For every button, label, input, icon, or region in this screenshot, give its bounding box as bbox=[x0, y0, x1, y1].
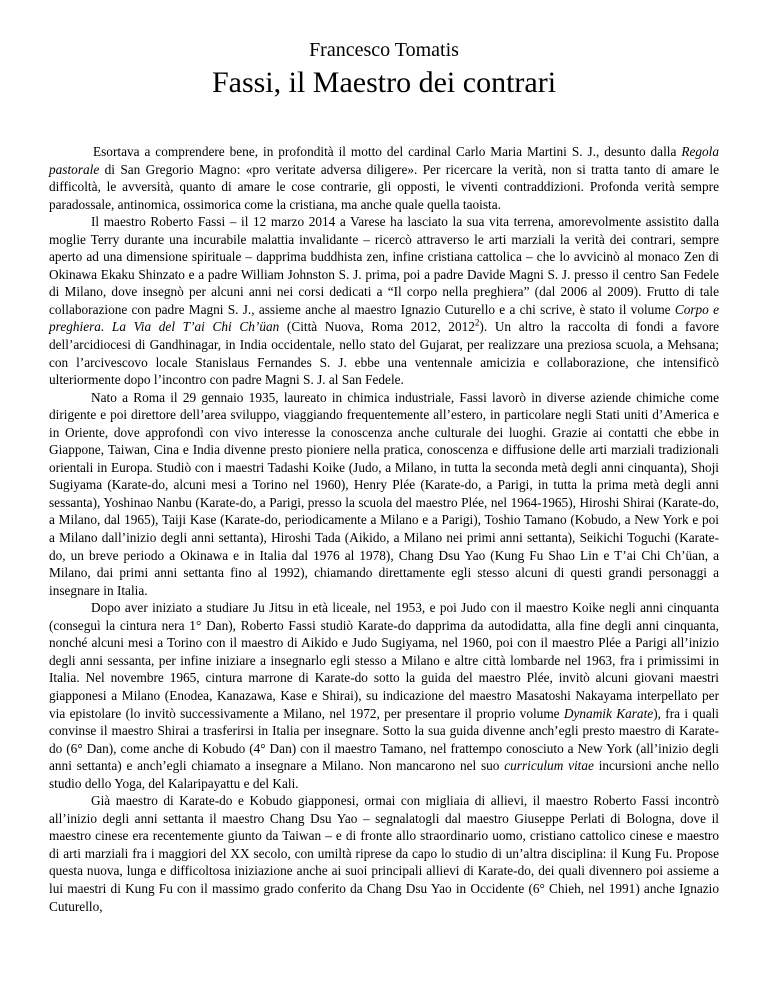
paragraph-4-text-a: Dopo aver iniziato a studiare Ju Jitsu in età liceale, nel 1953, e poi Judo con il maestro Koike negli anni cinquanta (conseguì la cintura nera 1° Dan), Roberto Fassi studiò Karate-do dapprima da autodidatta, alla fine degli anni cinquanta, nonché alcuni mesi a Torino con il maestro di Aikido e Judo Sugiyama, nel 1960, poi con il maestro Plée a Parigi all’inizio degli anni sessanta, per infine iniziare a insegnarlo egli stesso a Milano e altre città lombarde nel 1963, fra i primissimi in Italia. Nel novembre 1965, cintura marrone di Karate-do sotto la guida del maestro Plée, invitò alcuni giovani maestri giapponesi a Milano (Enodea, Kanazawa, Kase e Shirai), su indicazione del maestro Masatoshi Nakayama interpellato per via epistolare (lo invitò successivamente a Milano, nel 1972, per presentare il proprio volume bbox=[49, 600, 719, 721]
paragraph-2-text-d: ). Un altro la raccolta di fondi a favore dell’arcidiocesi di Gandhinagar, in India occidentale, nello stato del Gujarat, per realizzare una preziosa scuola, a Mehsana; con l’arcivescovo locale Stanislaus Fernandes S. J. ebbe una ventennale amicizia e collaborazione, che intensificò ulteriormente dopo l’incontro con padre Magni S. J. al San Fedele. bbox=[49, 319, 719, 388]
paragraph-2-text-a: Il maestro Roberto Fassi – il 12 marzo 2014 a Varese ha lasciato la sua vita terrena, amorevolmente assistito dalla moglie Terry durante una incurabile malattia invalidante – ricercò attraverso le arti marziali la verità dei contrari, sempre aperto ad una dimensione spirituale – dapprima buddhista zen, infine cristiana cattolica – che lo avvicinò al monaco Zen di Okinawa Ekaku Shinzato e a padre William Johnston S. J. prima, poi a padre Davide Magni S. J. presso il centro San Fedele di Milano, dove insegnò per alcuni anni nei corsi dedicati a “Il corpo nella preghiera” (dal 2006 al 2009). Frutto di tale collaborazione con padre Magni S. J., assieme anche al maestro Ignazio Cuturello e a chi scrive, è stato il volume bbox=[49, 214, 719, 317]
paragraph-1-text-a: Esortava a comprendere bene, in profondità il motto del cardinal Carlo Maria Martini S. J., desunto dalla bbox=[93, 144, 682, 159]
paragraph-4-text-c: ), fra i quali convinse il maestro Shirai a trasferirsi in Italia per insegnare. Sotto la sua guida divenne anch’egli presto maestro di Karate-do (6° Dan), come anche di Kobudo (4° Dan) con il maestro Tamano, nel frattempo conosciuto a New York (all’inizio degli anni settanta) e anch’egli chiamato a insegnare a Milano. Non mancarono nel suo bbox=[49, 705, 719, 774]
article-title: Fassi, il Maestro dei contrari bbox=[211, 66, 557, 99]
curriculum-vitae-italic: curriculum vitae bbox=[504, 758, 594, 774]
paragraph-2-text-c: (Città Nuova, Roma 2012, 2012 bbox=[279, 319, 475, 335]
paragraph-4 bbox=[49, 599, 719, 792]
author-name: Francesco Tomatis bbox=[309, 39, 459, 61]
edition-superscript: 2 bbox=[474, 318, 480, 329]
paragraph-4-text-e: incursioni anche nello studio dello Yoga, del Kalaripayattu e del Kali. bbox=[49, 758, 719, 791]
dynamik-karate-italic: Dynamik Karate bbox=[563, 705, 654, 721]
article-body bbox=[49, 143, 719, 915]
paragraph-1 bbox=[49, 143, 719, 213]
paragraph-3: Nato a Roma il 29 gennaio 1935, laureato in chimica industriale, Fassi lavorò in diverse aziende chimiche come dirigente e poi direttore dell’area sviluppo, viaggiando frequentemente all’estero, in particolare negli Stati uniti d’America e in Oriente, dove approfondì con vivo interesse la conoscenza anche culturale dei luoghi. Grazie ai contatti che ebbe in Giappone, Taiwan, Cina e India divenne presto pioniere nella pratica, conoscenza e diffusione delle arti marziali tradizionali orientali in Europa. Studiò con i maestri Tadashi Koike (Judo, a Milano, in tutta la seconda metà degli anni cinquanta), Shoji Sugiyama (Karate-do, alcuni mesi a Torino nel 1960), Henry Plée (Karate-do, a Parigi, in tutta la prima metà degli anni sessanta), Yoshinao Nanbu (Karate-do, a Parigi, presso la scuola del maestro Plée, nel 1964-1965), Hiroshi Shirai (Karate-do, a Milano, dal 1965), Taiji Kase (Karate-do, periodicamente a Milano e a Parigi), Toshio Tamano (Kobudo, a New York e poi a Milano dall’inizio degli anni settanta), Hiroshi Tada (Aikido, a Milano nei primi anni settanta), Seikichi Toguchi (Karate-do, un breve periodo a Okinawa e in Italia dal 1976 al 1978), Chang Dsu Yao (Kung Fu Shao Lin e T’ai Chi Ch’üan, a Milano, dai primi anni settanta fino al 1992), chiamando direttamente egli stesso alcuni di questi grandi personaggi a insegnare in Italia. bbox=[49, 389, 719, 598]
paragraph-5: Già maestro di Karate-do e Kobudo giapponesi, ormai con migliaia di allievi, il maestro Roberto Fassi incontrò all’inizio degli anni settanta il maestro Chang Dsu Yao – segnalatogli dal maestro Giuseppe Perlati di Bologna, dove il maestro cinese era recentemente giunto da Taiwan – e di fronte allo straordinario uomo, cristiano cattolico cinese e maestro di arti marziali fra i maggiori del XX secolo, con umiltà riprese da capo lo studio di un’altra disciplina: il Kung Fu. Propose questa nuova, lunga e difficoltosa iniziazione anche ai suoi principali allievi di Karate-do, dei quali divennero poi assieme a lui maestri di Kung Fu con il massimo grado conferito da Chang Dsu Yao in Occidente (6° Chieh, nel 1991) anche Ignazio Cuturello, bbox=[49, 793, 719, 914]
regola-pastorale-italic: Regola pastorale bbox=[49, 144, 719, 177]
paragraph-1-text-c: di San Gregorio Magno: «pro veritate adversa diligere». Per ricercare la verità, non si tratta tanto di amare le difficoltà, le avversità, quanto di amare le cose contrarie, gli opposti, le viventi contraddizioni. Profonda verità sempre paradossale, antinomica, ossimorica come la cristiana, ma anche quale quella taoista. bbox=[49, 161, 719, 212]
paragraph-2 bbox=[49, 213, 719, 388]
book-title-italic: Corpo e preghiera. La Via del T’ai Chi Ch’üan bbox=[49, 301, 719, 335]
